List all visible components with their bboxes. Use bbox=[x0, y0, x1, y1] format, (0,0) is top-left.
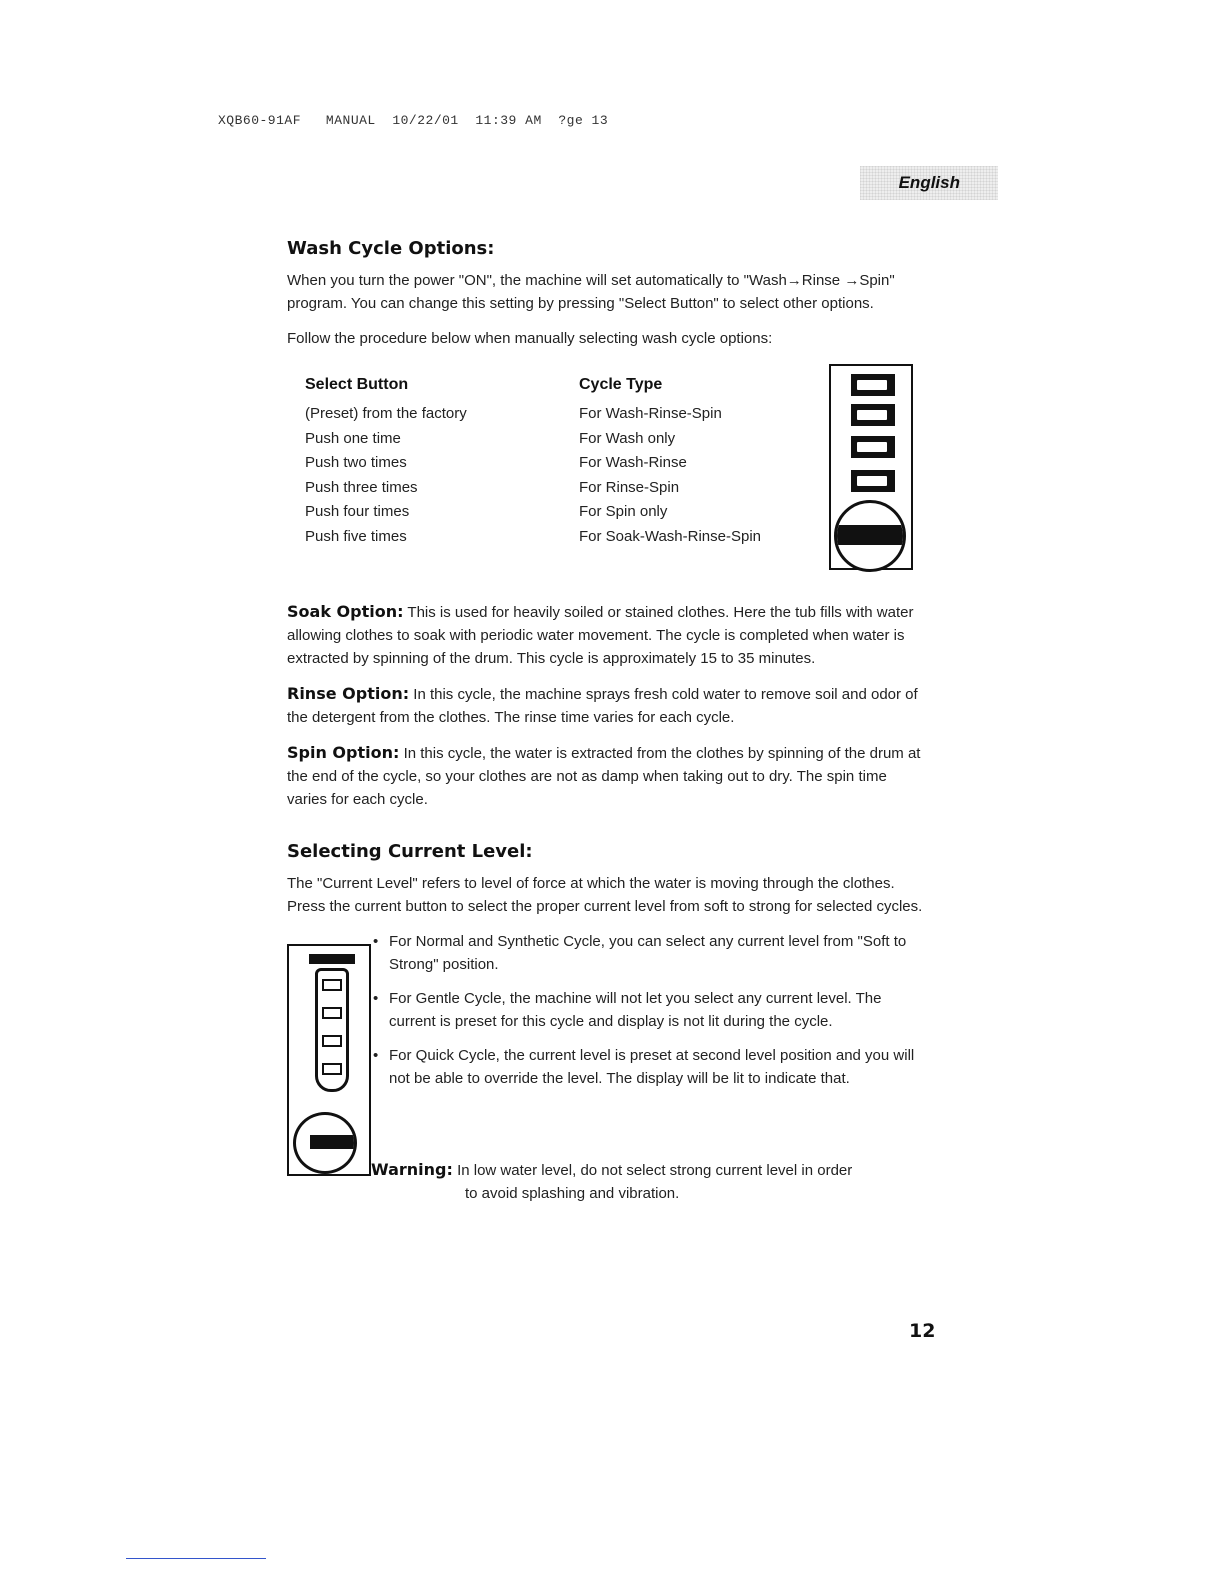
cycle-type-column bbox=[579, 376, 829, 549]
select-button-header: Select Button bbox=[305, 376, 409, 393]
current-level-details bbox=[287, 930, 927, 1202]
current-button-icon bbox=[293, 1112, 357, 1174]
current-level-bullets bbox=[371, 930, 927, 1101]
current-level-intro: The "Current Level" refers to level of force at which the water is moving through the clothes. Press the current button to select the proper current level from soft to strong for selected cycles. bbox=[287, 875, 923, 915]
current-level-indicator-icon bbox=[315, 968, 349, 1092]
page-number: 12 bbox=[909, 1320, 936, 1342]
language-tab bbox=[860, 166, 998, 200]
current-label-icon bbox=[309, 954, 355, 964]
wash-cycle-procedure: Follow the procedure below when manually selecting wash cycle options: bbox=[287, 330, 773, 347]
print-header: XQB60-91AF MANUAL 10/22/01 11:39 AM ?ge 13 bbox=[218, 113, 609, 128]
wash-indicator-icon bbox=[851, 404, 895, 426]
table-row: For Rinse-Spin bbox=[579, 478, 680, 496]
table-row: For Soak-Wash-Rinse-Spin bbox=[579, 527, 761, 545]
warning-label: Warning: bbox=[371, 1160, 453, 1179]
spin-option-label: Spin Option: bbox=[287, 743, 400, 762]
table-row: For Wash only bbox=[579, 429, 676, 447]
rinse-indicator-icon bbox=[851, 436, 895, 458]
spin-option bbox=[287, 741, 927, 811]
rinse-option-text: In this cycle, the machine sprays fresh cold water to remove soil and odor of the detergent from the clothes. The rinse time varies for each cycle. bbox=[287, 686, 918, 726]
soak-option-text: This is used for heavily soiled or stained clothes. Here the tub fills with water allowing clothes to soak with periodic water movement. The cycle is completed when water is extracted by spinning of the drum. This cycle is approximately 15 to 35 minutes. bbox=[287, 604, 914, 667]
rinse-option bbox=[287, 682, 927, 729]
soak-option bbox=[287, 600, 927, 670]
table-row: Push four times bbox=[305, 503, 410, 520]
soak-indicator-icon bbox=[851, 374, 895, 396]
current-level-section bbox=[287, 841, 927, 1202]
wash-cycle-title: Wash Cycle Options: bbox=[287, 238, 495, 259]
list-item: • For Quick Cycle, the current level is preset at second level position and you will not be able to override the level. The display will be lit to indicate that. bbox=[371, 1044, 927, 1090]
table-row: Push one time bbox=[305, 429, 401, 447]
cycle-type-header: Cycle Type bbox=[579, 376, 663, 393]
current-level-title: Selecting Current Level: bbox=[287, 841, 533, 862]
table-row: Push three times bbox=[305, 478, 418, 496]
warning-text: In low water level, do not select strong current level in order bbox=[457, 1162, 853, 1179]
list-item: • For Gentle Cycle, the machine will not let you select any current level. The current is preset for this cycle and display is not lit during the cycle. bbox=[371, 987, 927, 1033]
control-panel-illustration bbox=[829, 364, 913, 570]
table-row: Push five times bbox=[305, 527, 407, 545]
warning-note bbox=[371, 1158, 931, 1205]
soak-option-label: Soak Option: bbox=[287, 602, 404, 621]
wash-cycle-intro: When you turn the power "ON", the machine will set automatically to "Wash→Rinse →Spin" program. You can change this setting by pressing "Select Button" to select other options. bbox=[287, 272, 895, 312]
select-button-icon bbox=[834, 500, 906, 572]
table-row: Push two times bbox=[305, 454, 407, 471]
current-panel-illustration bbox=[287, 944, 371, 1176]
list-item: • For Normal and Synthetic Cycle, you can select any current level from "Soft to Strong" position. bbox=[371, 930, 927, 976]
warning-text-continued: to avoid splashing and vibration. bbox=[465, 1185, 680, 1202]
spin-indicator-icon bbox=[851, 470, 895, 492]
rinse-option-label: Rinse Option: bbox=[287, 684, 410, 703]
table-row: For Wash-Rinse-Spin bbox=[579, 405, 722, 422]
language-label: English bbox=[898, 173, 960, 192]
table-row: (Preset) from the factory bbox=[305, 405, 467, 422]
page-content bbox=[287, 238, 927, 1202]
spin-option-text: In this cycle, the water is extracted from the clothes by spinning of the drum at the end of the cycle, so your clothes are not as damp when taking out to dry. The spin time varies for each cycle. bbox=[287, 745, 921, 808]
cycle-table bbox=[305, 364, 915, 574]
select-button-column bbox=[305, 376, 575, 549]
table-row: For Wash-Rinse bbox=[579, 454, 687, 471]
bottom-rule bbox=[126, 1558, 266, 1559]
table-row: For Spin only bbox=[579, 503, 668, 520]
